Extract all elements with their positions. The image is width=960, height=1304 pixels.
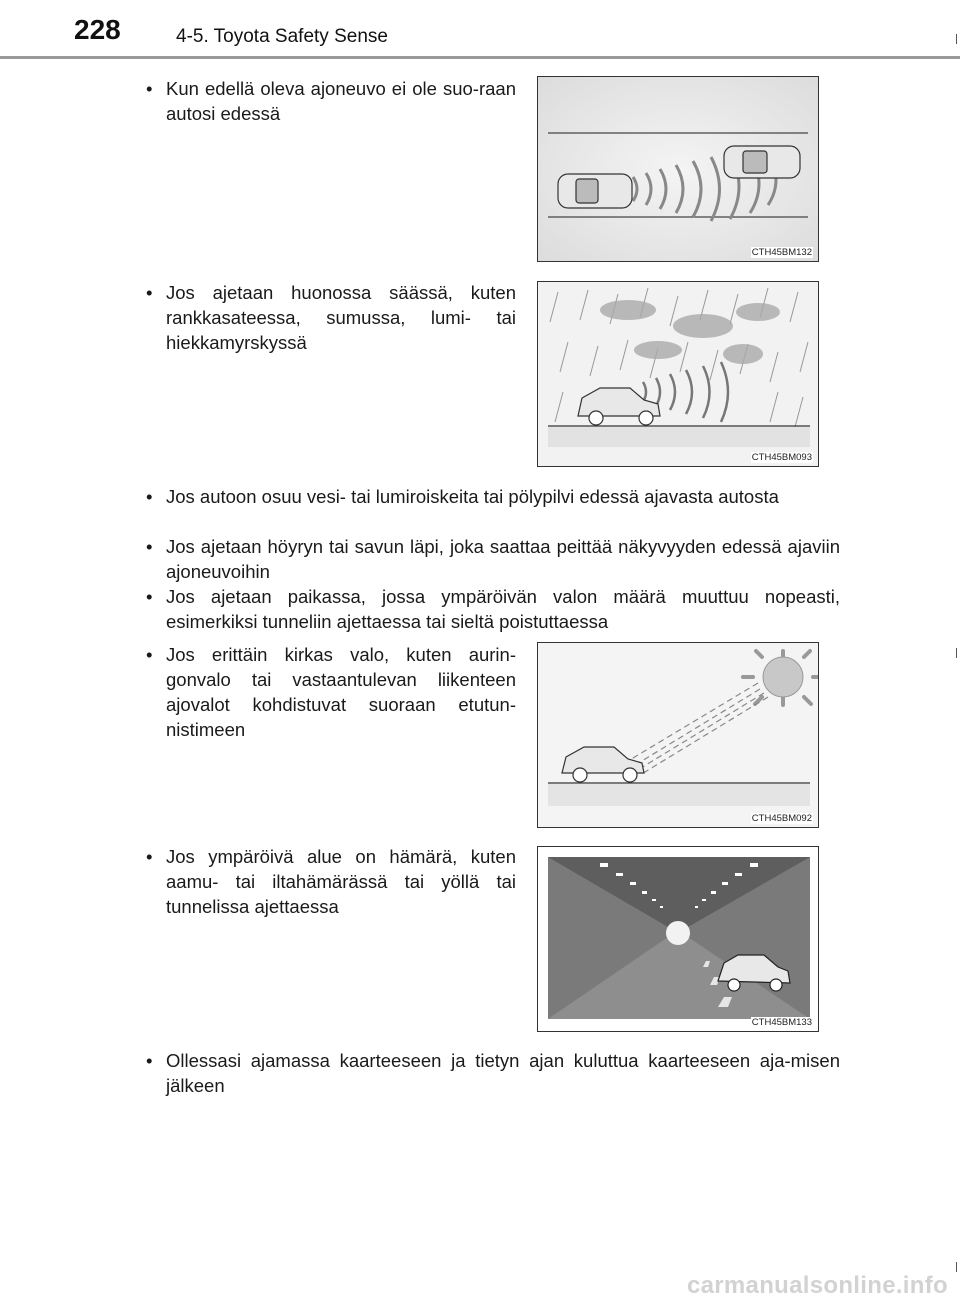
- bullet-item: [146, 1048, 840, 1098]
- bullet-text: Jos ajetaan paikassa, jossa ympäröivän valon määrä muuttuu nopeasti, esimerkiksi tunneliin ajettaessa tai sieltä poistuttaessa: [166, 586, 840, 632]
- bullet-item: [146, 76, 516, 126]
- figure-bright-light: [537, 642, 819, 828]
- page-number: 228: [74, 14, 121, 45]
- crop-mark: [956, 648, 957, 658]
- bullet-item: [146, 280, 516, 355]
- bullet-text: Jos erittäin kirkas valo, kuten aurin-gonvalo tai vastaantulevan liikenteen ajovalot kohdistuvat suoraan etutun-nistimeen: [166, 644, 516, 740]
- crop-mark: [956, 1262, 957, 1272]
- bullet-item: [146, 534, 840, 584]
- figure-car-not-ahead: [537, 76, 819, 262]
- header-rule: [0, 56, 960, 59]
- figure-bad-weather: [537, 281, 819, 467]
- figure-code: CTH45BM092: [751, 813, 812, 824]
- bullet-dot: •: [146, 536, 153, 557]
- bullet-item: [146, 484, 840, 509]
- crop-mark: [956, 34, 957, 44]
- bullet-item: [146, 844, 516, 919]
- figure-code: CTH45BM132: [751, 247, 812, 258]
- bullet-text: Ollessasi ajamassa kaarteeseen ja tietyn ajan kuluttua kaarteeseen aja-misen jälkeen: [166, 1050, 840, 1096]
- bullet-dot: •: [146, 1050, 153, 1071]
- figure-code: CTH45BM093: [751, 452, 812, 463]
- bullet-dot: •: [146, 78, 153, 99]
- bullet-dot: •: [146, 586, 153, 607]
- watermark-logo: carmanualsonline.info: [686, 1272, 948, 1299]
- bullet-dot: •: [146, 486, 153, 507]
- section-title: 4-5. Toyota Safety Sense: [176, 26, 388, 47]
- bullet-text: Jos ajetaan höyryn tai savun läpi, joka saattaa peittää näkyvyyden edessä ajaviin ajoneuvoihin: [166, 536, 840, 582]
- bullet-dot: •: [146, 644, 153, 665]
- bullet-text: Jos ajetaan huonossa säässä, kuten rankkasateessa, sumussa, lumi- tai hiekkamyrskyssä: [166, 282, 516, 353]
- bullet-item: [146, 584, 840, 634]
- bullet-text: Kun edellä oleva ajoneuvo ei ole suo-raan autosi edessä: [166, 78, 516, 124]
- page-header: [0, 0, 960, 62]
- figure-code: CTH45BM133: [751, 1017, 812, 1028]
- bullet-text: Jos autoon osuu vesi- tai lumiroiskeita tai pölypilvi edessä ajavasta autosta: [166, 486, 779, 507]
- bullet-dot: •: [146, 282, 153, 303]
- figure-tunnel: [537, 846, 819, 1032]
- bullet-text: Jos ympäröivä alue on hämärä, kuten aamu- tai iltahämärässä tai yöllä tai tunnelissa ajettaessa: [166, 846, 516, 917]
- bullet-item: [146, 642, 516, 742]
- bullet-dot: •: [146, 846, 153, 867]
